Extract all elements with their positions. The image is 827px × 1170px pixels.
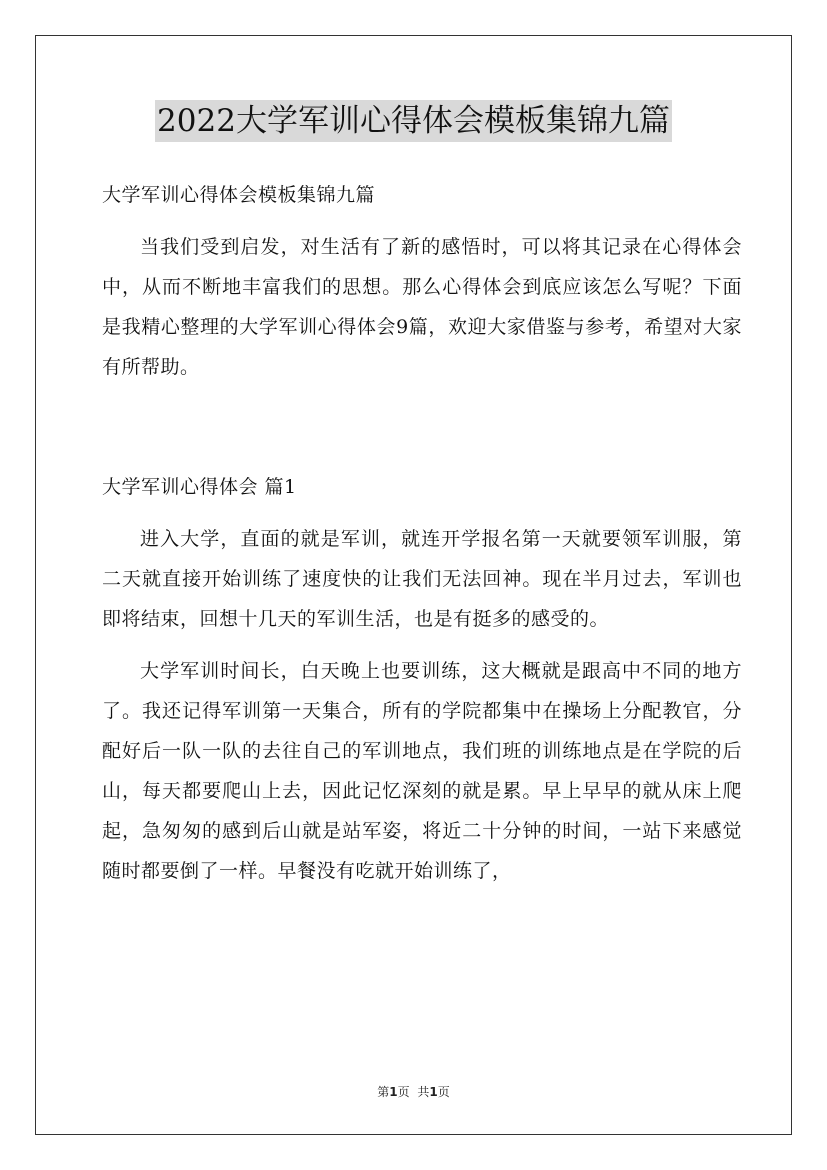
section-heading: 大学军训心得体会 篇1 — [102, 476, 297, 498]
footer-page-prefix: 第 — [377, 1085, 390, 1099]
intro-paragraph: 当我们受到启发，对生活有了新的感悟时，可以将其记录在心得体会中，从而不断地丰富我们的思想。那么心得体会到底应该怎么写呢？下面是我精心整理的大学军训心得体会9篇，欢迎大家借鉴与参考，希望对大家有所帮助。 — [102, 236, 742, 378]
footer-total-suffix: 页 — [437, 1085, 450, 1099]
section-spacer — [102, 399, 742, 467]
document-body — [102, 175, 742, 903]
footer-page-number: 1 — [389, 1085, 398, 1099]
section-paragraph: 进入大学，直面的就是军训，就连开学报名第一天就要领军训服，第二天就直接开始训练了速度快的让我们无法回神。现在半月过去，军训也即将结束，回想十几天的军训生活，也是有挺多的感受的。 — [102, 528, 742, 630]
footer-total-prefix: 共 — [417, 1085, 430, 1099]
footer-total-number: 1 — [429, 1085, 438, 1099]
page-footer — [0, 1083, 827, 1100]
document-title: 2022大学军训心得体会模板集锦九篇 — [155, 100, 672, 142]
intro-heading: 大学军训心得体会模板集锦九篇 — [102, 184, 376, 206]
document-title-wrapper — [0, 100, 827, 142]
footer-page-suffix: 页 — [397, 1085, 410, 1099]
section-paragraph: 大学军训时间长，白天晚上也要训练，这大概就是跟高中不同的地方了。我还记得军训第一天集合，所有的学院都集中在操场上分配教官，分配好后一队一队的去往自己的军训地点，我们班的训练地点是在学院的后山，每天都要爬山上去，因此记忆深刻的就是累。早上早早的就从床上爬起，急匆匆的感到后山就是站军姿，将近二十分钟的时间，一站下来感觉随时都要倒了一样。早餐没有吃就开始训练了， — [102, 660, 742, 882]
